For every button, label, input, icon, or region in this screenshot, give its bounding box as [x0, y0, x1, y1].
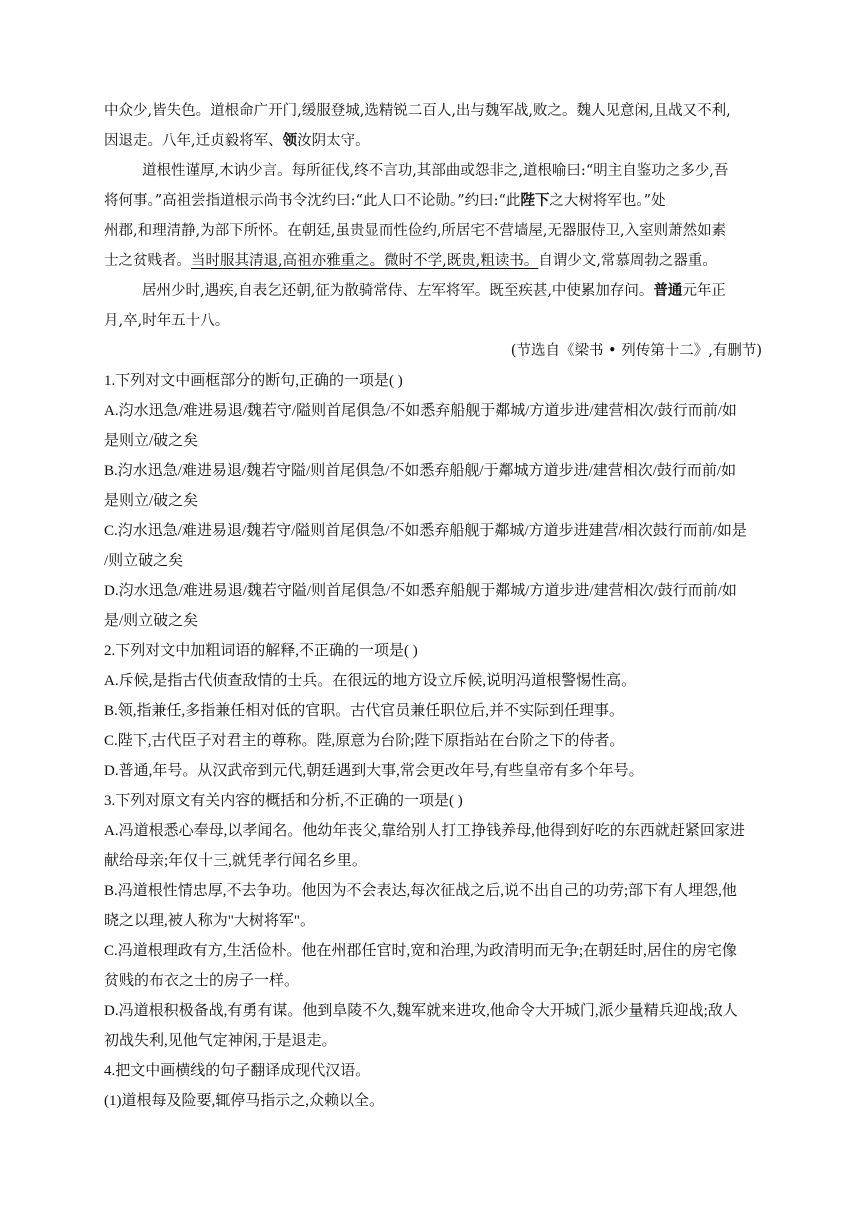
q2-option-b: B.领,指兼任,多指兼任相对低的官职。古代官员兼任职位后,并不实际到任理事。 — [104, 703, 625, 719]
q1-option-a: A.汮水迅急/难进易退/魏若守/隘则首尾俱急/不如悉弃船舰于鄰城/方道步进/建营相次/鼓行而前/如 — [104, 403, 737, 419]
q1-option-d-cont: 是/则立破之矣 — [104, 613, 199, 629]
q1-option-a-cont: 是则立/破之矣 — [104, 433, 199, 449]
passage-line: 中众少,皆失色。道根命广开门,缓服登城,选精锐二百人,出与魏军战,败之。魏人见意闲,且战又不利, — [104, 103, 731, 119]
question-3-stem: 3.下列对原文有关内容的概括和分析,不正确的一项是( ) — [104, 793, 463, 809]
q3-option-c: C.冯道根理政有方,生活俭朴。他在州郡任官时,宽和治理,为政清明而无争;在朝廷时,居住的房宅像 — [104, 943, 737, 959]
passage-line: 因退走。八年,迁贞毅将军、领汝阴太守。 — [104, 132, 370, 149]
q4-subquestion-1: (1)道根每及险要,辄停马指示之,众赖以全。 — [104, 1093, 384, 1109]
underlined-sentence: 当时服其清退,高祖亦雅重之。 — [191, 253, 385, 269]
question-4-stem: 4.把文中画横线的句子翻译成现代汉语。 — [104, 1063, 371, 1079]
passage-line: 居州少时,遇疾,自表乞还朝,征为散骑常侍、左军将军。既至疾甚,中使累加存问。普通元年正 — [142, 282, 726, 299]
q1-option-c: C.汮水迅急/难进易退/魏若守/隘则首尾俱急/不如悉弃船舰于鄰城/方道步进建营/相次鼓行而前/如是 — [104, 523, 747, 539]
q1-option-b: B.汮水迅急/难进易退/魏若守隘/则首尾俱急/不如悉弃船舰/于鄰城方道步进/建营相次/鼓行而前/如 — [104, 463, 737, 479]
q3-option-c-cont: 贫贱的布衣之士的房子一样。 — [104, 973, 300, 989]
question-1-stem: 1.下列对文中画框部分的断句,正确的一项是( ) — [104, 373, 403, 389]
document-page — [104, 96, 762, 1116]
passage-line: 士之贫贱者。当时服其清退,高祖亦雅重之。微时不学,既贵,粗读书。自谓少文,常慕周勃之器重。 — [104, 253, 717, 269]
q2-option-c: C.陛下,古代臣子对君主的尊称。陛,原意为台阶;陛下原指站在台阶之下的侍者。 — [104, 733, 625, 749]
q3-option-b-cont: 晓之以理,被人称为"大树将军"。 — [104, 913, 315, 929]
q3-option-b: B.冯道根性情忠厚,不去争功。他因为不会表达,每次征战之后,说不出自己的功劳;部下有人埋怨,他 — [104, 883, 737, 899]
passage-line: 道根性谨厚,木讷少言。每所征伐,终不言功,其部曲或怨非之,道根喻曰:“明主自鉴功之多少,吾 — [142, 163, 729, 179]
source-citation: (节选自《梁书 • 列传第十二》,有删节) — [510, 343, 762, 359]
q3-option-d: D.冯道根积极备战,有勇有谋。他到阜陵不久,魏军就来进攻,他命令大开城门,派少量精兵迎战;敌人 — [104, 1003, 738, 1019]
q1-option-c-cont: /则立破之矣 — [104, 553, 184, 569]
passage-line: 月,卒,时年五十八。 — [104, 313, 230, 329]
q3-option-a-cont: 献给母亲;年仅十三,就凭孝行闻名乡里。 — [104, 853, 367, 869]
q2-option-a: A.斥候,是指古代侦查敌情的士兵。在很远的地方设立斥候,说明冯道根警惕性高。 — [104, 673, 637, 689]
q1-option-d: D.汮水迅急/难进易退/魏若守隘/则首尾俱急/不如悉弃船舰于鄰城/方道步进/建营相次/鼓行而前/如 — [104, 583, 737, 599]
bold-term-putong: 普通 — [653, 282, 683, 299]
q3-option-a: A.冯道根悉心奉母,以孝闻名。他幼年丧父,靠给别人打工挣钱养母,他得到好吃的东西就赶紧回家进 — [104, 823, 745, 839]
question-2-stem: 2.下列对文中加粗词语的解释,不正确的一项是( ) — [104, 643, 418, 659]
q3-option-d-cont: 初战失利,见他气定神闲,于是退走。 — [104, 1033, 337, 1049]
passage-line: 将何事。”高祖尝指道根示尚书令沈约曰:“此人口不论勋。”约曰:“此陛下之大树将军也。”处 — [104, 192, 666, 209]
bold-term-bixia: 陛下 — [520, 192, 550, 209]
q2-option-d: D.普通,年号。从汉武帝到元代,朝廷遇到大事,常会更改年号,有些皇帝有多个年号。 — [104, 763, 644, 779]
passage-line: 州郡,和理清静,为部下所怀。在朝廷,虽贵显而性俭约,所居宅不营墙屋,无器服侍卫,入室则萧然如素 — [104, 223, 727, 239]
q1-option-b-cont: 是则立/破之矣 — [104, 493, 199, 509]
underlined-sentence: 微时不学,既贵,粗读书。 — [384, 253, 539, 269]
bold-term-ling: 领 — [282, 132, 298, 149]
